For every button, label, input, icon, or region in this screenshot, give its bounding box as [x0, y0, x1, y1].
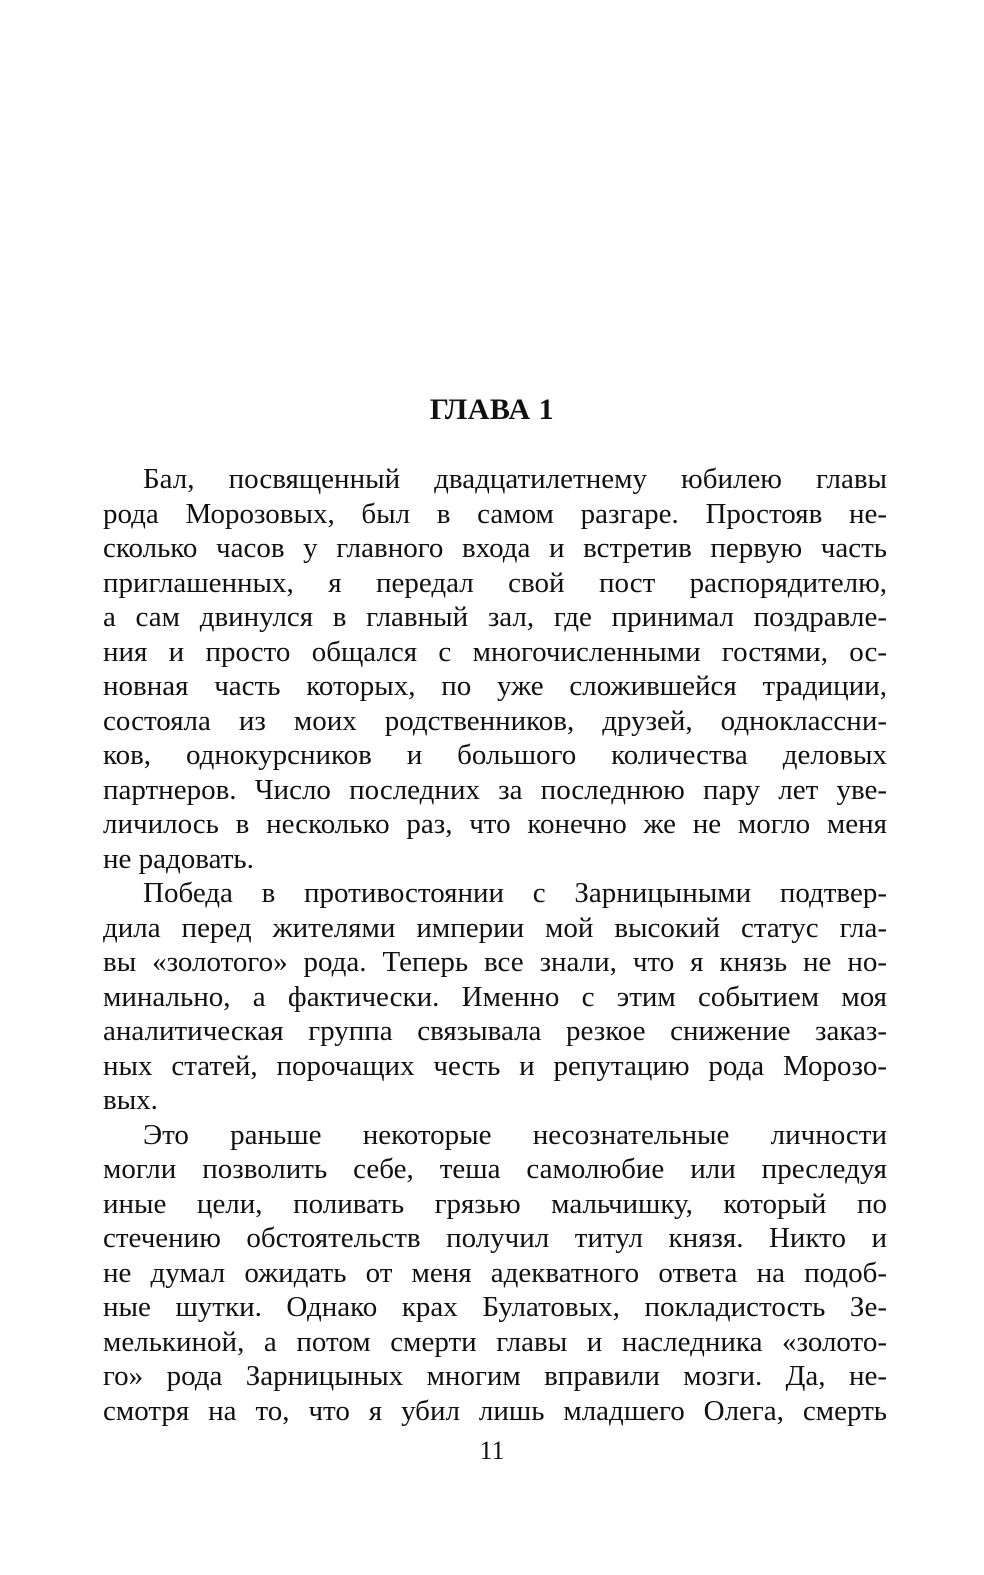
text-line: аналитическая группа связывала резкое снижение заказ-	[103, 1015, 887, 1047]
text-line: ния и просто общался с многочисленными гостями, ос-	[103, 635, 887, 668]
text-line: не радовать.	[103, 842, 254, 875]
text-line: а сам двинулся в главный зал, где принимал поздравле-	[103, 601, 887, 633]
text-line: Бал, посвященный двадцатилетнему юбилею главы	[143, 463, 887, 495]
body-text	[103, 462, 887, 1428]
text-line: новная часть которых, по уже сложившейся традиции,	[103, 670, 887, 702]
text-line: го» рода Зарницыных многим вправили мозги. Да, не-	[103, 1360, 887, 1392]
page-number: 11	[479, 1436, 505, 1465]
text-line: ков, однокурсников и большого количества деловых	[103, 739, 887, 771]
text-line: смотря на то, что я убил лишь младшего Олега, смерть	[103, 1394, 887, 1427]
paragraph-2	[103, 876, 887, 1118]
text-line: ных статей, порочащих честь и репутацию рода Морозо-	[103, 1049, 887, 1082]
text-line: рода Морозовых, был в самом разгаре. Простояв не-	[103, 497, 887, 530]
text-line: дила перед жителями империи мой высокий статус гла-	[103, 911, 887, 944]
paragraph-1	[103, 462, 887, 876]
text-line: приглашенных, я передал свой пост распорядителю,	[103, 566, 887, 599]
text-line: сколько часов у главного входа и встретив первую часть	[103, 532, 887, 564]
text-line: минально, а фактически. Именно с этим событием моя	[103, 980, 887, 1013]
text-line: Это раньше некоторые несознательные личности	[143, 1118, 887, 1151]
paragraph-3	[103, 1118, 887, 1429]
text-line: стечению обстоятельств получил титул князя. Никто и	[103, 1222, 887, 1254]
text-line: Победа в противостоянии с Зарницыными подтвер-	[143, 877, 887, 909]
chapter-title: ГЛАВА 1	[429, 393, 555, 426]
text-line: партнеров. Число последних за последнюю пару лет уве-	[103, 773, 887, 806]
text-line: вы «золотого» рода. Теперь все знали, что я князь не но-	[103, 946, 887, 978]
text-line: могли позволить себе, теша самолюбие или преследуя	[103, 1153, 887, 1185]
text-line: не думал ожидать от меня адекватного ответа на подоб-	[103, 1256, 887, 1289]
text-line: ные шутки. Однако крах Булатовых, покладистость Зе-	[103, 1291, 887, 1323]
text-line: иные цели, поливать грязью мальчишку, который по	[103, 1187, 887, 1220]
text-line: личилось в несколько раз, что конечно же не могло меня	[103, 808, 887, 840]
text-line: вых.	[103, 1084, 158, 1116]
text-line: состояла из моих родственников, друзей, одноклассни-	[103, 704, 887, 737]
text-line: мелькиной, а потом смерти главы и наследника «золото-	[103, 1325, 887, 1358]
